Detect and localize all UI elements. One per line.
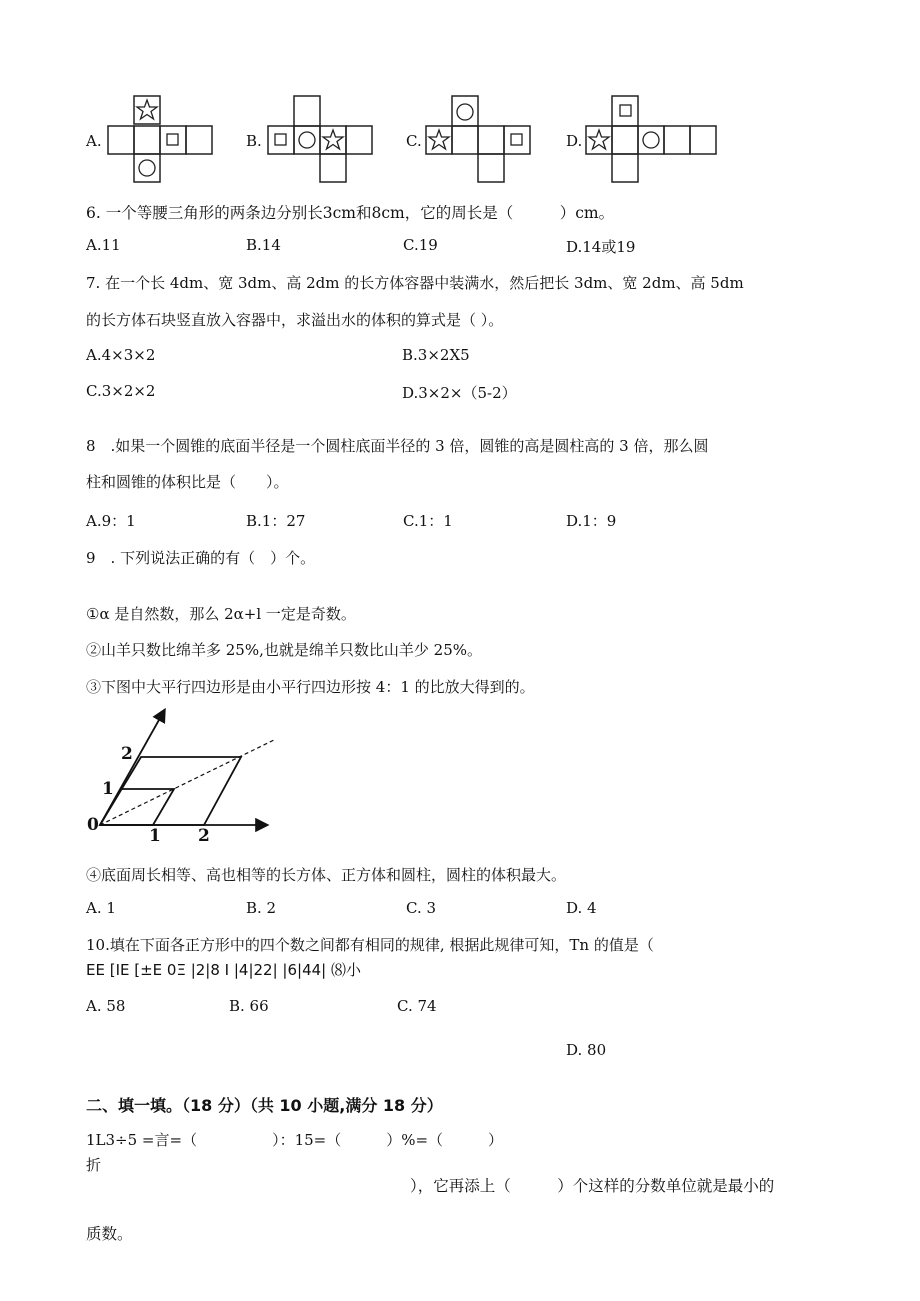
fill-q1-line-2: 折 — [86, 1156, 102, 1174]
circle-icon — [139, 160, 155, 176]
question-9-text: 9 . 下列说法正确的有（ ）个。 — [86, 549, 316, 567]
q6-option-d: D.14或19 — [566, 238, 636, 256]
question-6-text: 6. 一个等腰三角形的两条边分别长3cm和8cm，它的周长是（ ）cm。 — [86, 204, 615, 222]
q10-option-a: A. 58 — [86, 997, 126, 1015]
slant-tick-2: 2 — [121, 744, 133, 764]
square-icon — [275, 134, 286, 145]
question-8-line-2: 柱和圆锥的体积比是（ ）。 — [86, 473, 289, 491]
x-tick-1: 1 — [149, 826, 161, 846]
cube-net-c-figure — [424, 96, 564, 186]
statement-1: ①α 是自然数，那么 2α+l 一定是奇数。 — [86, 605, 356, 623]
star-icon — [323, 130, 343, 149]
q7-option-b: B.3×2X5 — [402, 346, 470, 364]
circle-icon — [643, 132, 659, 148]
circle-icon — [299, 132, 315, 148]
star-icon — [589, 130, 609, 149]
fill-q1-line-3: ），它再添上（ ）个这样的分数单位就是最小的 — [410, 1177, 775, 1195]
slant-tick-1: 1 — [102, 779, 114, 799]
circle-icon — [457, 104, 473, 120]
question-10-line-1: 10.填在下面各正方形中的四个数之间都有相同的规律, 根据此规律可知，Tn 的值是（ — [86, 936, 654, 954]
q7-option-c: C.3×2×2 — [86, 382, 156, 400]
square-icon — [620, 105, 631, 116]
q8-option-d: D.1：9 — [566, 512, 617, 530]
statement-3: ③下图中大平行四边形是由小平行四边形按 4：1 的比放大得到的。 — [86, 678, 535, 696]
fill-q1-line-1: 1L3÷5 =言=（ ）：15=（ ）%=（ ） — [86, 1131, 504, 1149]
x-tick-2: 2 — [198, 826, 210, 846]
question-8-line-1: 8 .如果一个圆锥的底面半径是一个圆柱底面半径的 3 倍，圆锥的高是圆柱高的 3 倍，那么圆 — [86, 437, 709, 455]
net-label: C. — [406, 132, 422, 150]
star-icon — [137, 100, 157, 119]
q7-option-a: A.4×3×2 — [86, 346, 156, 364]
square-icon — [167, 134, 178, 145]
q9-option-c: C. 3 — [406, 899, 437, 917]
q8-option-c: C.1：1 — [403, 512, 453, 530]
q9-option-a: A. 1 — [86, 899, 116, 917]
net-label: A. — [86, 132, 102, 150]
statement-2: ②山羊只数比绵羊多 25%,也就是绵羊只数比山羊少 25%。 — [86, 641, 482, 659]
q6-option-c: C.19 — [403, 236, 438, 254]
question-10-line-2: EE [IE [±E 0Ξ |2|8 I |4|22| |6|44| ⑻小 — [86, 961, 361, 979]
q8-option-b: B.1：27 — [246, 512, 306, 530]
section-2-title: 二、填一填。（18 分）（共 10 小题,满分 18 分） — [86, 1096, 443, 1115]
statement-4: ④底面周长相等、高也相等的长方体、正方体和圆柱，圆柱的体积最大。 — [86, 866, 567, 884]
q9-option-b: B. 2 — [246, 899, 277, 917]
fill-q1-line-4: 质数。 — [86, 1225, 133, 1243]
cube-net-a-figure — [106, 96, 246, 186]
q8-option-a: A.9：1 — [86, 512, 136, 530]
parallelogram-figure — [80, 705, 290, 845]
q7-option-d: D.3×2×（5-2） — [402, 384, 517, 402]
question-7-line-2: 的长方体石块竖直放入容器中，求溢出水的体积的算式是（ ）。 — [86, 311, 504, 329]
q10-option-d: D. 80 — [566, 1041, 607, 1059]
net-label: D. — [566, 132, 583, 150]
cube-net-d-figure — [584, 96, 724, 186]
origin-label: 0 — [87, 815, 99, 835]
square-icon — [511, 134, 522, 145]
q6-option-a: A.11 — [86, 236, 121, 254]
q6-option-b: B.14 — [246, 236, 281, 254]
net-label: B. — [246, 132, 262, 150]
q9-option-d: D. 4 — [566, 899, 597, 917]
cube-net-b-figure — [266, 96, 406, 186]
q10-option-c: C. 74 — [397, 997, 437, 1015]
q10-option-b: B. 66 — [229, 997, 269, 1015]
question-7-line-1: 7. 在一个长 4dm、宽 3dm、高 2dm 的长方体容器中装满水，然后把长 3dm、宽 2dm、高 5dm — [86, 274, 744, 292]
star-icon — [429, 130, 449, 149]
